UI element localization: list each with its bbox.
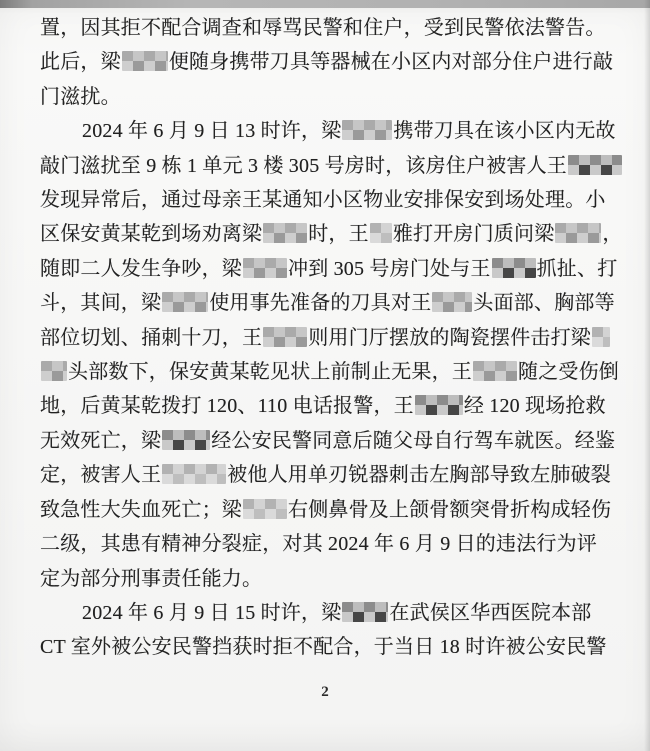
text-run: 右侧鼻骨及上颌骨额突骨折构成轻伤 bbox=[288, 498, 612, 521]
text-run: 则用门厅摆放的陶瓷摆件击打梁 bbox=[308, 326, 592, 349]
document-line bbox=[40, 596, 620, 630]
text-run: 此后，梁 bbox=[40, 51, 121, 74]
redaction-block bbox=[592, 327, 610, 347]
text-run: 无效死亡，梁 bbox=[40, 429, 162, 452]
redaction-block bbox=[162, 430, 210, 450]
redaction-block bbox=[473, 361, 517, 381]
redaction-block bbox=[492, 258, 536, 278]
text-run: 时，王 bbox=[308, 223, 369, 246]
text-run: 定为部分刑事责任能力。 bbox=[40, 567, 263, 590]
document-line bbox=[40, 149, 620, 183]
document-line bbox=[40, 527, 620, 561]
redaction-block bbox=[243, 499, 287, 519]
scan-edge-top bbox=[0, 0, 650, 8]
text-run: 随之受伤倒 bbox=[518, 361, 619, 384]
text-run: 定，被害人王 bbox=[40, 464, 162, 487]
redaction-block bbox=[415, 395, 463, 415]
text-run: 部位切划、捅刺十刀，王 bbox=[40, 326, 263, 349]
text-run: 区保安黄某乾到场劝离梁 bbox=[40, 223, 263, 246]
text-run: 在武侯区华西医院本部 bbox=[389, 601, 592, 624]
text-run: 2024 年 6 月 9 日 15 时许，梁 bbox=[82, 601, 342, 624]
text-run: 发现异常后，通过母亲王某通知小区物业安排保安到场处理。小 bbox=[40, 189, 606, 212]
redaction-block bbox=[370, 223, 392, 243]
text-run: 冲到 305 号房门处与王 bbox=[288, 257, 491, 280]
page-number: 2 bbox=[321, 684, 329, 700]
document-line bbox=[40, 458, 620, 492]
document-line bbox=[40, 45, 620, 79]
document-line bbox=[40, 493, 620, 527]
text-run: 头面部、胸部等 bbox=[473, 292, 615, 315]
redaction-block bbox=[41, 361, 67, 381]
document-line bbox=[40, 80, 620, 114]
redaction-block bbox=[263, 327, 307, 347]
redaction-block bbox=[342, 120, 392, 140]
text-run: 经 120 现场抢救 bbox=[463, 395, 606, 418]
text-run: 斗，其间，梁 bbox=[40, 292, 162, 315]
text-run: 二级，其患有精神分裂症，对其 2024 年 6 月 9 日的违法行为评 bbox=[40, 533, 597, 556]
text-run: 使用事先准备的刀具对王 bbox=[209, 292, 432, 315]
document-body bbox=[40, 11, 623, 665]
text-run: 携带刀具在该小区内无故 bbox=[393, 120, 616, 143]
text-run: ， bbox=[602, 223, 623, 246]
redaction-block bbox=[162, 292, 208, 312]
text-run: 雅打开房门质问梁 bbox=[392, 223, 555, 246]
redaction-block bbox=[555, 223, 601, 243]
document-line bbox=[40, 11, 620, 45]
text-run: 随即二人发生争吵，梁 bbox=[40, 257, 242, 280]
text-run: CT 室外被公安民警挡获时拒不配合，于当日 18 时许被公安民警 bbox=[40, 636, 607, 659]
document-line bbox=[40, 562, 620, 596]
document-line bbox=[40, 252, 620, 286]
text-run: 经公安民警同意后随父母自行驾车就医。经鉴 bbox=[211, 429, 616, 452]
redaction-block bbox=[162, 464, 226, 484]
document-line bbox=[40, 321, 620, 355]
text-run: 置，因其拒不配合调查和辱骂民警和住户，受到民警依法警告。 bbox=[40, 17, 606, 39]
document-line bbox=[40, 389, 620, 423]
document-line bbox=[40, 183, 620, 217]
text-run: 被他人用单刃锐器刺击左胸部导致左肺破裂 bbox=[227, 464, 612, 487]
document-line bbox=[40, 114, 620, 148]
redaction-block bbox=[263, 223, 307, 243]
text-run: 敲门滋扰至 9 栋 1 单元 3 楼 305 号房时，该房住户被害人王 bbox=[40, 154, 567, 177]
redaction-block bbox=[342, 602, 388, 622]
text-run: 地，后黄某乾拨打 120、110 电话报警，王 bbox=[40, 395, 414, 418]
document-line bbox=[40, 630, 620, 664]
text-run: 头部数下，保安黄某乾见状上前制止无果，王 bbox=[68, 361, 472, 384]
text-run: 便随身携带刀具等器械在小区内对部分住户进行敲 bbox=[168, 51, 614, 74]
text-run: 致急性大失血死亡；梁 bbox=[40, 498, 242, 521]
text-run: 2024 年 6 月 9 日 13 时许，梁 bbox=[82, 120, 342, 143]
redaction-block bbox=[568, 155, 622, 175]
redaction-block bbox=[432, 292, 472, 312]
document-line bbox=[40, 286, 620, 320]
document-line bbox=[40, 217, 623, 251]
text-run: 抓扯、打 bbox=[536, 257, 618, 280]
document-line bbox=[40, 355, 620, 389]
document-line bbox=[40, 424, 620, 458]
redaction-block bbox=[122, 51, 168, 71]
scan-edge-right bbox=[644, 0, 650, 751]
text-run: 门滋扰。 bbox=[40, 85, 121, 108]
redaction-block bbox=[243, 258, 287, 278]
